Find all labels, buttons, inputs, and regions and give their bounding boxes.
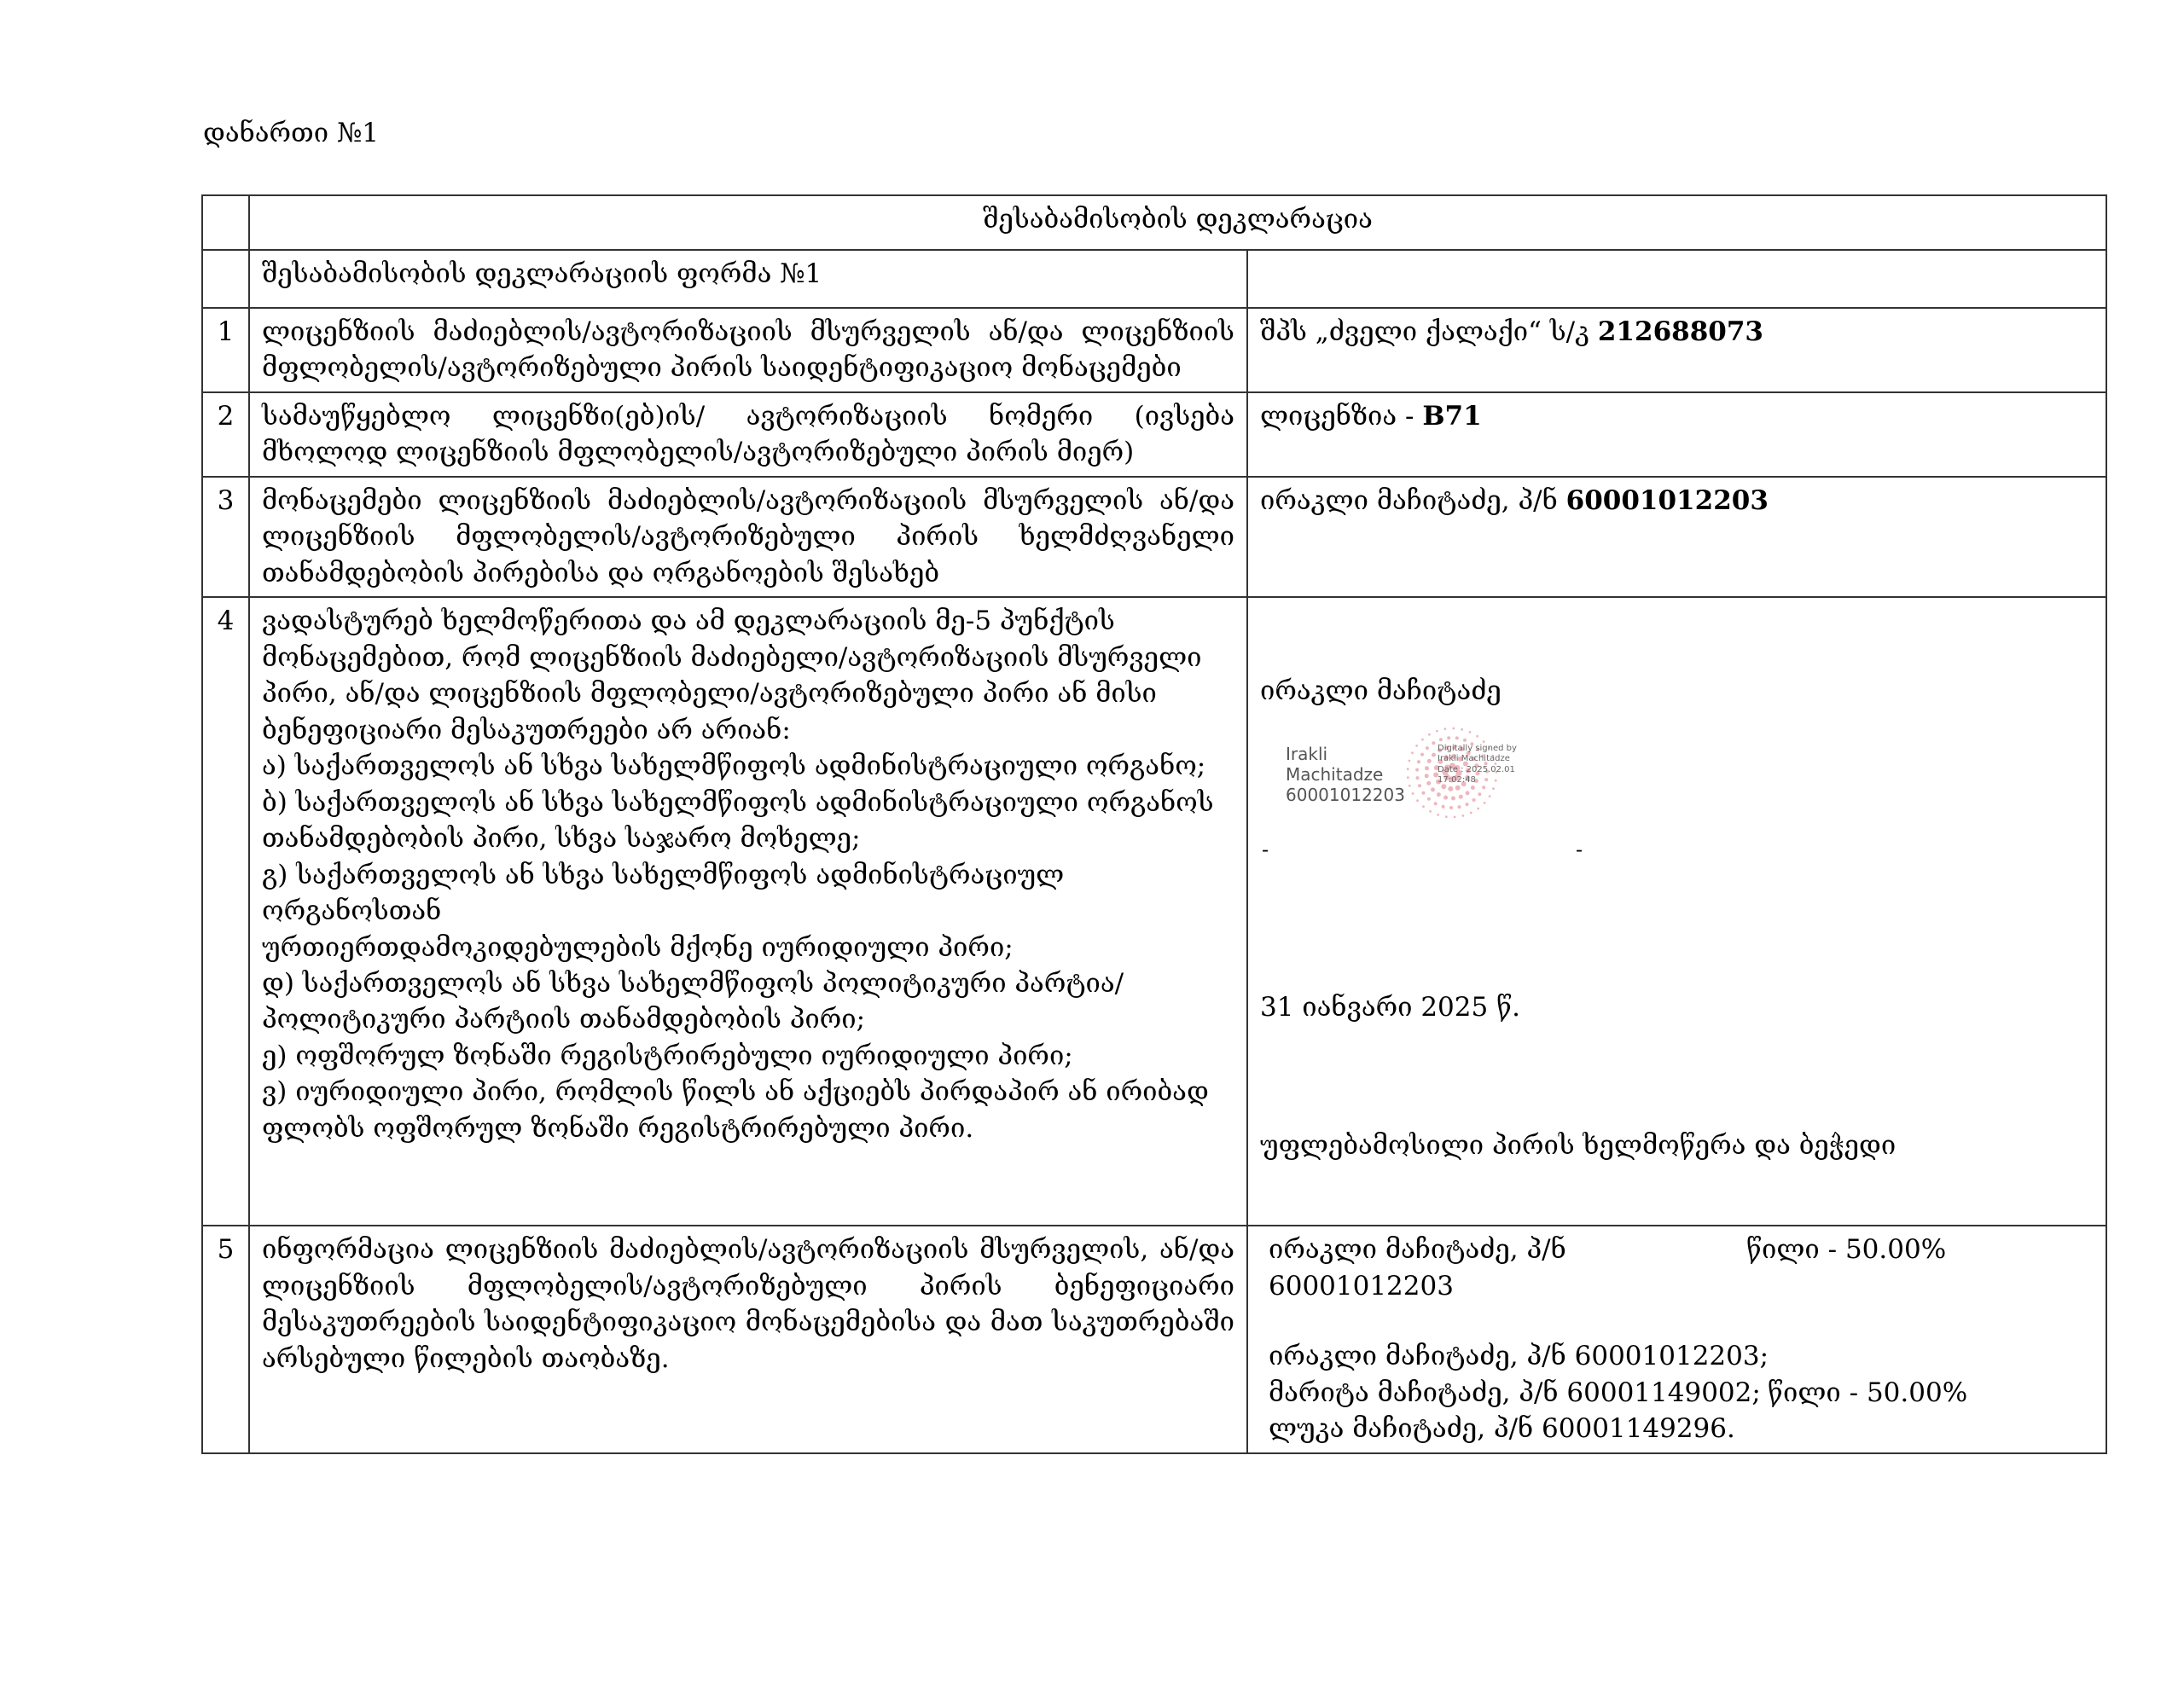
confirmation-line: ურთიერთდამოკიდებულების მქონე იურიდიული პირი;	[262, 931, 1014, 963]
confirmation-line: ბ) საქართველოს ან სხვა სახელმწიფოს ადმინისტრაციული ორგანოს	[262, 786, 1214, 818]
signature-logo-dot	[1436, 729, 1438, 732]
signature-logo-dot	[1489, 795, 1491, 797]
confirmation-line: პირი, ან/და ლიცენზიის მფლობელი/ავტორიზებული პირი ან მისი	[262, 678, 1157, 710]
signature-logo-dot	[1448, 786, 1453, 791]
confirmation-line: გ) საქართველოს ან სხვა სახელმწიფოს ადმინისტრაციულ ორგანოსთან	[262, 859, 1065, 927]
signature-logo-dot	[1466, 791, 1470, 795]
form-title-row	[202, 250, 2106, 308]
signature-meta-line: Date : 2025.02.01	[1438, 764, 1515, 774]
signature-logo-dot	[1409, 785, 1411, 787]
signature-logo-dot	[1432, 752, 1436, 757]
signature-meta	[1438, 744, 1517, 786]
table-row-beneficiaries	[202, 1226, 2106, 1452]
signature-meta-line: Irakli Machitadze	[1438, 754, 1510, 764]
row-value-bold: 212688073	[1597, 316, 1763, 347]
digital-signature	[1260, 710, 2094, 906]
signature-logo-dot	[1437, 792, 1441, 797]
signature-logo-dot	[1443, 795, 1448, 799]
signature-name	[1286, 744, 1405, 805]
beneficiary-entry	[1269, 1375, 2094, 1411]
table-row	[202, 392, 2106, 477]
confirmation-line: ბენეფიციარი მესაკუთრეები არ არიან:	[262, 714, 791, 745]
signature-logo-dot	[1484, 802, 1486, 804]
signature-logo-dot	[1477, 807, 1479, 809]
table-cell-empty	[202, 250, 249, 308]
table-cell-empty	[1247, 250, 2106, 308]
signature-logo-dot	[1434, 802, 1438, 805]
signature-logo-dot	[1462, 815, 1465, 817]
row-value	[1247, 392, 2106, 477]
confirmation-line: თანამდებობის პირი, სხვა საჯარო მოხელე;	[262, 823, 861, 855]
signature-cell	[1247, 597, 2106, 1226]
table-row	[202, 308, 2106, 392]
row-label: სამაუწყებლო ლიცენზი(ებ)ის/ ავტორიზაციის ნომერი (ივსება მხოლოდ ლიცენზიის მფლობელის/ავტორიზებული პირის მიერ)	[249, 392, 1247, 477]
signature-logo-dot	[1425, 766, 1429, 770]
signature-logo-dot	[1431, 787, 1435, 791]
row-number: 3	[202, 477, 249, 597]
signature-logo-dot	[1442, 804, 1445, 808]
table-title: შესაბამისობის დეკლარაცია	[249, 195, 2106, 250]
beneficiary-entry	[1269, 1232, 2094, 1304]
signature-logo-dot	[1429, 810, 1432, 813]
signature-logo-dot	[1425, 774, 1429, 778]
row-label: მონაცემები ლიცენზიის მაძიებლის/ავტორიზაციის მსურველის ან/და ლიცენზიის მფლობელის/ავტორიზებული პირის ხელმძღვანელი თანამდებობის პირებისა და ორგანოების შესახებ	[249, 477, 1247, 597]
beneficiary-share: წილი - 50.00%	[1768, 1377, 1968, 1408]
confirmation-line: ა) საქართველოს ან სხვა სახელმწიფოს ადმინისტრაციული ორგანო;	[262, 751, 1206, 782]
form-title: შესაბამისობის დეკლარაციის ფორმა №1	[249, 250, 1247, 308]
signature-logo-dot	[1407, 768, 1409, 770]
signature-date: 31 იანვარი 2025 წ.	[1260, 991, 1520, 1023]
beneficiary-owner: ირაკლი მაჩიტაძე, პ/ნ 60001012203;	[1269, 1341, 1769, 1372]
row-value-text: ირაკლი მაჩიტაძე, პ/ნ	[1260, 484, 1566, 516]
row-number: 2	[202, 392, 249, 477]
table-row	[202, 477, 2106, 597]
signature-logo-dot	[1427, 759, 1432, 763]
signature-logo-dot	[1454, 815, 1456, 818]
signature-logo-dot	[1428, 733, 1431, 736]
signature-logo-dot	[1422, 805, 1425, 808]
signature-logo-dot	[1432, 741, 1435, 745]
row-value	[1247, 477, 2106, 597]
signature-logo-dot	[1461, 728, 1463, 731]
row-label: ინფორმაცია ლიცენზიის მაძიებლის/ავტორიზაციის მსურველის, ან/და ლიცენზიის მფლობელის/ავტორიზებული პირის ბენეფიციარი მესაკუთრეების საიდენტიფიკაციო მონაცემებისა და მათ საკუთრებაში არსებული წილების თაობაზე.	[249, 1226, 1247, 1452]
signature-meta-line: 17:02:48	[1438, 775, 1476, 786]
signature-logo-dot	[1449, 806, 1453, 809]
beneficiary-owner: ლუკა მაჩიტაძე, პ/ნ 60001149296.	[1269, 1413, 1735, 1445]
signature-stamp	[1286, 735, 1559, 838]
signature-id: 60001012203	[1286, 784, 1405, 805]
signature-logo-dot	[1459, 794, 1463, 798]
signature-dash-left: -	[1262, 837, 1269, 861]
signature-logo-dot	[1458, 805, 1461, 809]
signature-logo-dot	[1492, 787, 1495, 790]
signature-logo-dot	[1466, 803, 1469, 806]
row-value-bold: B71	[1422, 400, 1482, 432]
row-number: 1	[202, 308, 249, 392]
signature-logo-dot	[1407, 776, 1409, 779]
signature-logo-dot	[1417, 760, 1420, 763]
signature-logo-dot	[1451, 796, 1455, 800]
signature-logo-dot	[1411, 751, 1414, 754]
confirmation-line: დ) საქართველოს ან სხვა სახელმწიფოს პოლიტიკური პარტია/	[262, 967, 1124, 999]
signature-logo-dot	[1416, 799, 1419, 802]
beneficiary-share: წილი - 50.00%	[1746, 1234, 1947, 1266]
signature-logo-dot	[1426, 746, 1429, 750]
signature-caption: უფლებამოსილი პირის ხელმოწერა და ბეჭედი	[1260, 1130, 1896, 1162]
row-value-text: ლიცენზია -	[1260, 400, 1423, 432]
confirmation-line: ე) ოფშორულ ზონაში რეგისტრირებული იურიდიული პირი;	[262, 1040, 1073, 1071]
signature-meta-line: Digitally signed by	[1438, 743, 1517, 753]
confirmation-line: ფლობს ოფშორულ ზონაში რეგისტრირებული პირი.	[262, 1112, 974, 1144]
signature-name-last: Machitadze	[1286, 763, 1384, 785]
signature-logo-dot	[1444, 728, 1447, 730]
declaration-table	[201, 194, 2107, 1454]
confirmation-line: პოლიტიკური პარტიის თანამდებობის პირი;	[262, 1004, 866, 1035]
signature-logo-dot	[1420, 752, 1424, 756]
confirmation-line: ვადასტურებ ხელმოწერითა და ამ დეკლარაციის მე-5 პუნქტის	[262, 606, 1115, 637]
signature-logo-dot	[1472, 798, 1476, 802]
signature-logo-dot	[1455, 736, 1459, 739]
signature-logo-dot	[1421, 738, 1424, 740]
signature-logo-dot	[1427, 797, 1431, 801]
table-cell-empty	[202, 195, 249, 250]
row-value-text: შპს „ძველი ქალაქი“ ს/კ	[1260, 316, 1598, 347]
signature-logo-dot	[1422, 791, 1426, 794]
beneficiaries-cell	[1247, 1226, 2106, 1452]
annex-label: დანართი №1	[203, 118, 379, 148]
beneficiary-owner: მარიტა მაჩიტაძე, პ/ნ 60001149002;	[1269, 1377, 1761, 1408]
signature-logo-dot	[1463, 739, 1467, 742]
signer-name: ირაკლი მაჩიტაძე	[1260, 675, 1502, 707]
signature-logo-dot	[1415, 768, 1419, 771]
table-title-row	[202, 195, 2106, 250]
signature-logo-dot	[1439, 738, 1443, 741]
signature-dash-right: -	[1576, 837, 1583, 861]
signature-logo-dot	[1412, 792, 1414, 795]
beneficiary-owner: ირაკლი მაჩიტაძე, პ/ნ 60001012203	[1269, 1234, 1566, 1301]
table-row-confirmation	[202, 597, 2106, 1226]
confirmation-line: ვ) იურიდიული პირი, რომლის წილს ან აქციებს პირდაპირ ან ირიბად	[262, 1076, 1209, 1108]
row-value	[1247, 308, 2106, 392]
signature-logo-dot	[1452, 727, 1455, 729]
signature-logo-dot	[1447, 736, 1450, 739]
row-label: ლიცენზიის მაძიებლის/ავტორიზაციის მსურველის ან/და ლიცენზიის მფლობელის/ავტორიზებული პირის საიდენტიფიკაციო მონაცემები	[249, 308, 1247, 392]
signature-logo-dot	[1409, 759, 1411, 762]
signature-logo-dot	[1470, 811, 1472, 814]
signature-logo-dot	[1483, 740, 1485, 743]
signature-name-first: Irakli	[1286, 743, 1328, 764]
signature-logo-dot	[1476, 735, 1478, 738]
signature-logo-dot	[1445, 815, 1448, 818]
signature-logo-dot	[1416, 776, 1420, 780]
signature-logo-dot	[1437, 814, 1439, 816]
signature-logo-dot	[1478, 792, 1481, 796]
confirmation-text	[249, 597, 1247, 1226]
row-value-bold: 60001012203	[1565, 484, 1769, 516]
row-number: 5	[202, 1226, 249, 1452]
row-number: 4	[202, 597, 249, 1226]
signature-logo-dot	[1469, 731, 1472, 733]
signature-logo-dot	[1418, 784, 1421, 787]
signature-logo-dot	[1426, 781, 1431, 786]
signature-logo-dot	[1415, 745, 1418, 747]
confirmation-line: მონაცემებით, რომ ლიცენზიის მაძიებელი/ავტორიზაციის მსურველი	[262, 641, 1202, 673]
